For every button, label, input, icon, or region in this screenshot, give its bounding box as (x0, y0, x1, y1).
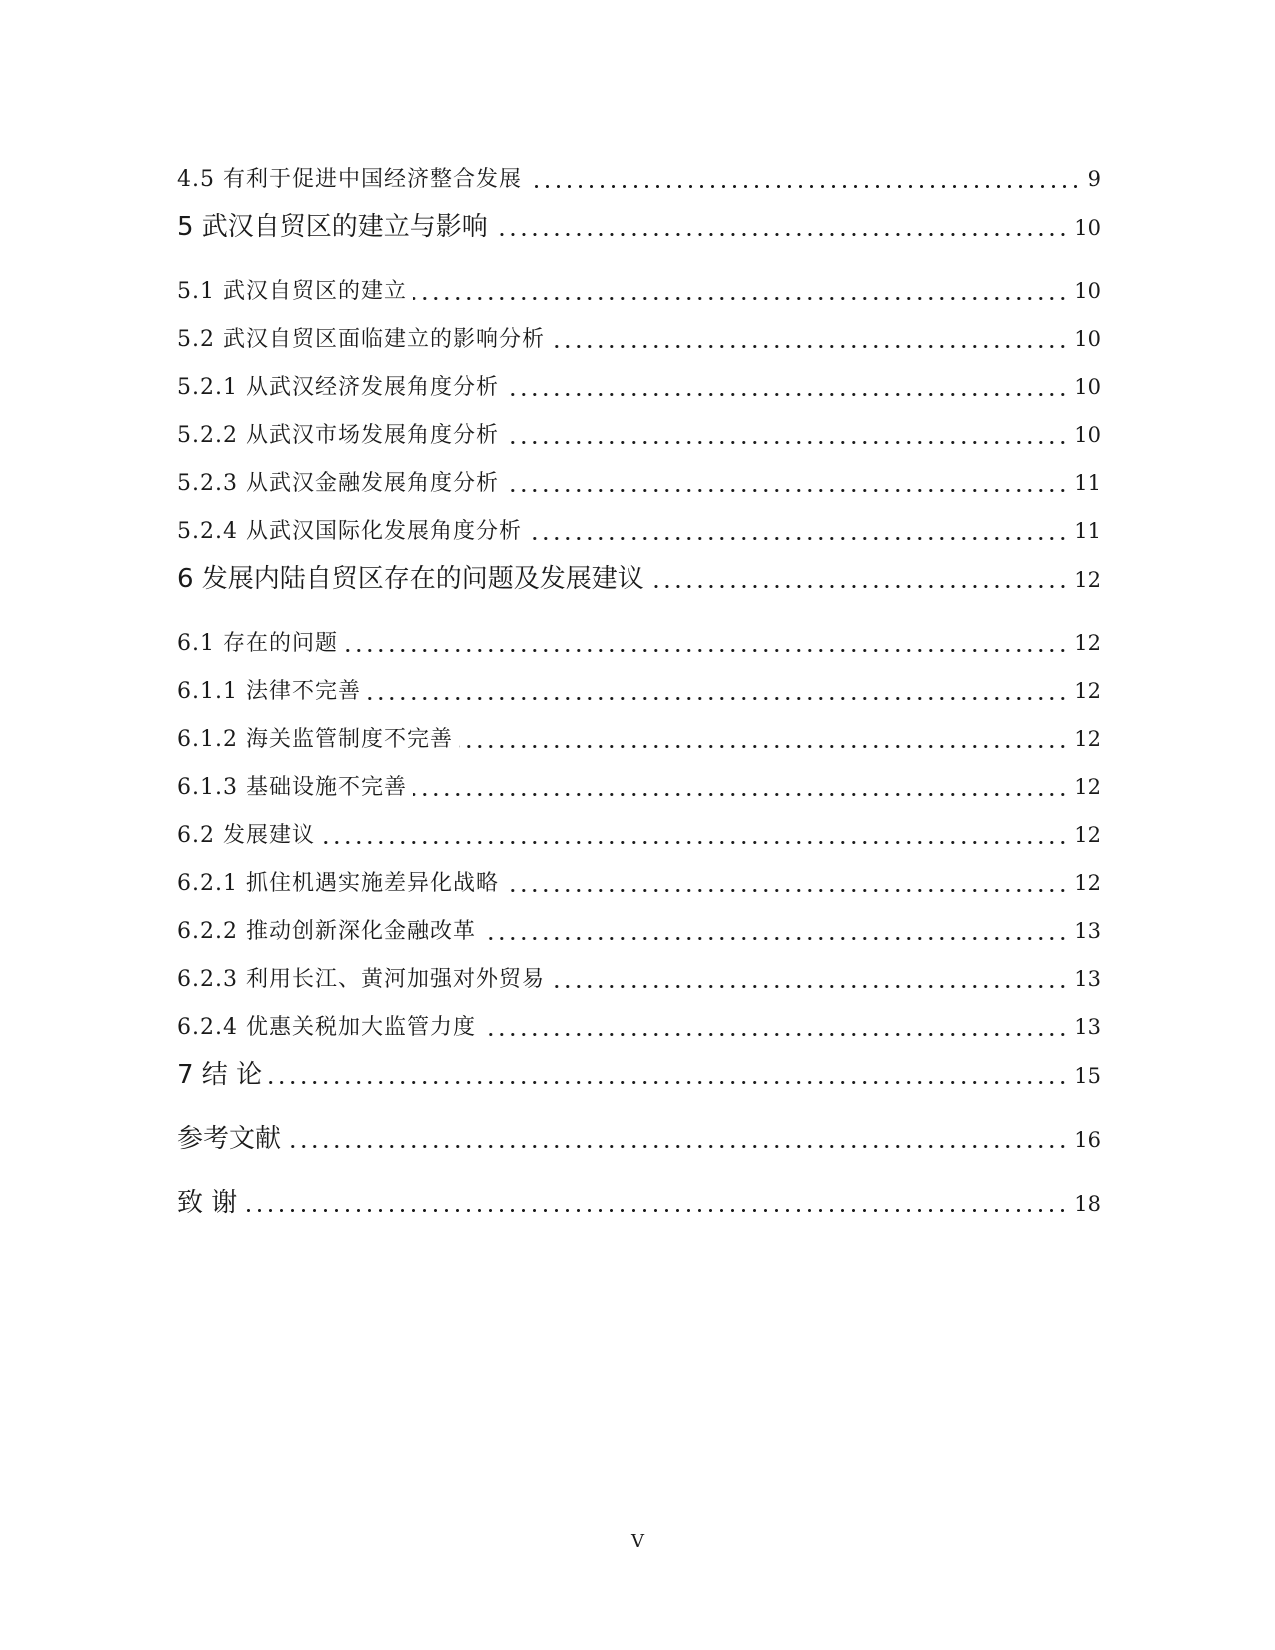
dot-leader (287, 1115, 1068, 1163)
toc-entry-page: 12 (1074, 679, 1101, 703)
toc-entry-references[interactable] (177, 1115, 1101, 1163)
dot-leader (505, 411, 1068, 459)
toc-entry-title: 6.1.2 海关监管制度不完善 (177, 727, 453, 752)
dot-leader (551, 955, 1068, 1003)
toc-entry-page: 10 (1074, 327, 1101, 351)
dot-leader (243, 1179, 1068, 1227)
dot-leader (505, 363, 1068, 411)
toc-entry-title: 6.2.4 优惠关税加大监管力度 (177, 1015, 476, 1040)
toc-entry-title: 7 结 论 (177, 1060, 263, 1090)
dot-leader (482, 907, 1068, 955)
toc-entry-page: 10 (1074, 216, 1101, 240)
toc-entry-6-1[interactable] (177, 619, 1101, 667)
toc-entry-title: 5.1 武汉自贸区的建立 (177, 279, 407, 304)
toc-entry-4-5[interactable] (177, 155, 1101, 203)
toc-entry-page: 9 (1087, 167, 1101, 191)
toc-entry-page: 11 (1074, 519, 1101, 543)
dot-leader (459, 715, 1068, 763)
toc-entry-page: 18 (1074, 1192, 1101, 1216)
dot-leader (650, 555, 1068, 603)
dot-leader (551, 315, 1068, 363)
table-of-contents (177, 155, 1101, 1227)
toc-entry-chapter-6[interactable] (177, 555, 1101, 603)
dot-leader (482, 1003, 1068, 1051)
toc-entry-5-2-4[interactable] (177, 507, 1101, 555)
toc-entry-title: 6.1.3 基础设施不完善 (177, 775, 407, 800)
toc-entry-page: 11 (1074, 471, 1101, 495)
dot-leader (505, 859, 1068, 907)
toc-entry-title: 6.1.1 法律不完善 (177, 679, 361, 704)
toc-entry-title: 5.2.3 从武汉金融发展角度分析 (177, 471, 499, 496)
page-number: V (631, 1531, 644, 1552)
toc-entry-title: 6.2 发展建议 (177, 823, 315, 848)
toc-entry-page: 12 (1074, 631, 1101, 655)
dot-leader (528, 155, 1081, 203)
dot-leader (268, 1051, 1068, 1099)
dot-leader (528, 507, 1068, 555)
toc-entry-title: 6.2.2 推动创新深化金融改革 (177, 919, 476, 944)
toc-entry-title: 5 武汉自贸区的建立与影响 (177, 212, 488, 242)
dot-leader (413, 267, 1068, 315)
toc-entry-5-2-2[interactable] (177, 411, 1101, 459)
toc-entry-6-2-1[interactable] (177, 859, 1101, 907)
toc-entry-chapter-5[interactable] (177, 203, 1101, 251)
toc-entry-page: 12 (1074, 568, 1101, 592)
toc-entry-page: 12 (1074, 775, 1101, 799)
toc-entry-chapter-7[interactable] (177, 1051, 1101, 1099)
toc-entry-page: 13 (1074, 919, 1101, 943)
dot-leader (344, 619, 1068, 667)
toc-entry-title: 6.1 存在的问题 (177, 631, 338, 656)
toc-entry-page: 13 (1074, 1015, 1101, 1039)
dot-leader (413, 763, 1068, 811)
dot-leader (367, 667, 1068, 715)
toc-entry-6-2-3[interactable] (177, 955, 1101, 1003)
toc-entry-title: 参考文献 (177, 1124, 282, 1154)
toc-entry-5-2-3[interactable] (177, 459, 1101, 507)
toc-entry-page: 13 (1074, 967, 1101, 991)
toc-entry-title: 5.2 武汉自贸区面临建立的影响分析 (177, 327, 545, 352)
toc-entry-title: 4.5 有利于促进中国经济整合发展 (177, 167, 522, 192)
toc-entry-title: 6.2.3 利用长江、黄河加强对外贸易 (177, 967, 545, 992)
toc-entry-page: 15 (1074, 1064, 1101, 1088)
toc-entry-acknowledgements[interactable] (177, 1179, 1101, 1227)
toc-entry-page: 10 (1074, 279, 1101, 303)
toc-entry-6-1-2[interactable] (177, 715, 1101, 763)
toc-entry-page: 12 (1074, 727, 1101, 751)
toc-entry-title: 5.2.2 从武汉市场发展角度分析 (177, 423, 499, 448)
toc-entry-5-1[interactable] (177, 267, 1101, 315)
dot-leader (321, 811, 1068, 859)
toc-entry-6-2-2[interactable] (177, 907, 1101, 955)
toc-entry-page: 12 (1074, 871, 1101, 895)
toc-entry-page: 12 (1074, 823, 1101, 847)
toc-entry-5-2[interactable] (177, 315, 1101, 363)
toc-entry-6-2[interactable] (177, 811, 1101, 859)
toc-entry-6-1-1[interactable] (177, 667, 1101, 715)
toc-entry-page: 16 (1074, 1128, 1101, 1152)
dot-leader (494, 203, 1068, 251)
toc-entry-5-2-1[interactable] (177, 363, 1101, 411)
toc-entry-title: 6 发展内陆自贸区存在的问题及发展建议 (177, 564, 644, 594)
toc-entry-6-2-4[interactable] (177, 1003, 1101, 1051)
toc-entry-title: 6.2.1 抓住机遇实施差异化战略 (177, 871, 499, 896)
toc-entry-6-1-3[interactable] (177, 763, 1101, 811)
toc-entry-page: 10 (1074, 423, 1101, 447)
toc-entry-title: 致 谢 (177, 1188, 238, 1218)
toc-entry-page: 10 (1074, 375, 1101, 399)
toc-entry-title: 5.2.1 从武汉经济发展角度分析 (177, 375, 499, 400)
toc-entry-title: 5.2.4 从武汉国际化发展角度分析 (177, 519, 522, 544)
dot-leader (505, 459, 1068, 507)
